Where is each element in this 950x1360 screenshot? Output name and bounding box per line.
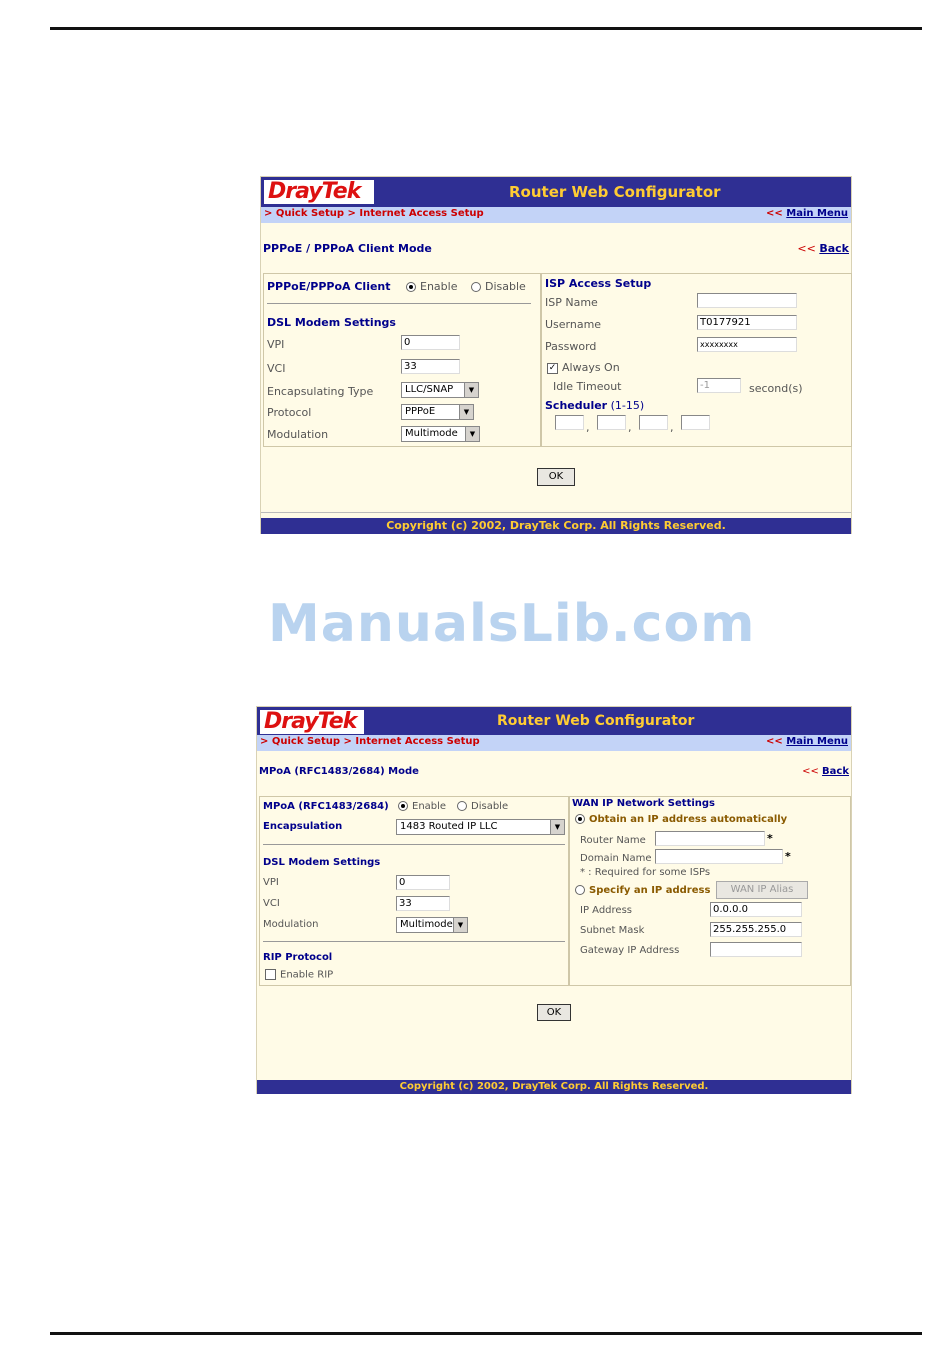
isp-name-input[interactable] <box>697 293 797 308</box>
required-note: * : Required for some ISPs <box>580 867 711 878</box>
header-bar <box>261 177 851 207</box>
scheduler-input-4[interactable] <box>681 415 710 430</box>
vpi-input[interactable]: 0 <box>396 875 450 890</box>
enable-label: Enable <box>412 801 447 812</box>
specify-ip-radio[interactable] <box>575 885 710 896</box>
scheduler-label: Scheduler <box>545 399 608 412</box>
app-title: Router Web Configurator <box>497 713 695 729</box>
obtain-auto-label: Obtain an IP address automatically <box>589 814 788 825</box>
main-menu-link[interactable]: Main Menu <box>786 736 848 747</box>
client-disable-radio[interactable] <box>471 280 526 293</box>
modulation-value: Multimode <box>405 428 458 439</box>
vci-input[interactable]: 33 <box>401 359 460 374</box>
radio-on-icon <box>398 801 408 811</box>
divider <box>267 303 531 304</box>
router-name-label: Router Name <box>580 835 646 846</box>
vpi-label: VPI <box>267 338 285 351</box>
rip-protocol-title: RIP Protocol <box>263 952 333 963</box>
main-menu-link[interactable]: Main Menu <box>786 208 848 219</box>
protocol-select[interactable] <box>401 404 474 420</box>
comma-separator: , <box>670 421 674 434</box>
bottom-rule <box>50 1332 922 1335</box>
radio-off-icon <box>457 801 467 811</box>
required-asterisk: * <box>785 850 791 863</box>
copyright-footer: Copyright (c) 2002, DrayTek Corp. All Rights Reserved. <box>261 518 851 534</box>
chevron-down-icon: ▼ <box>550 820 564 834</box>
chevron-down-icon: ▼ <box>459 405 473 419</box>
enable-rip-label: Enable RIP <box>280 969 334 981</box>
mode-title: PPPoE / PPPoA Client Mode <box>263 242 432 255</box>
ip-address-label: IP Address <box>580 905 632 916</box>
vpi-input[interactable]: 0 <box>401 335 460 350</box>
enable-rip-checkbox[interactable] <box>265 969 333 981</box>
idle-timeout-label: Idle Timeout <box>553 380 622 393</box>
dsl-modem-title: DSL Modem Settings <box>267 316 396 329</box>
enable-label: Enable <box>420 280 458 293</box>
ok-button[interactable]: OK <box>537 468 575 486</box>
scheduler-input-1[interactable] <box>555 415 584 430</box>
modulation-value: Multimode <box>400 919 453 930</box>
client-enable-radio[interactable] <box>406 280 457 293</box>
gateway-label: Gateway IP Address <box>580 945 680 956</box>
disable-label: Disable <box>485 280 526 293</box>
divider <box>263 844 565 845</box>
top-rule <box>50 27 922 30</box>
chevron-down-icon: ▼ <box>453 918 467 932</box>
breadcrumb-bar <box>257 735 851 751</box>
modulation-select[interactable] <box>396 917 468 933</box>
main-menu-nav <box>766 736 848 747</box>
radio-on-icon <box>406 282 416 292</box>
encapsulation-label: Encapsulation <box>263 821 343 832</box>
dsl-modem-title: DSL Modem Settings <box>263 857 381 868</box>
required-asterisk: * <box>767 832 773 845</box>
vci-label: VCI <box>263 898 280 909</box>
breadcrumb: > Quick Setup > Internet Access Setup <box>264 208 484 219</box>
radio-on-icon <box>575 814 585 824</box>
idle-timeout-input[interactable]: -1 <box>697 378 741 393</box>
password-input[interactable]: xxxxxxxx <box>697 337 797 352</box>
ok-button[interactable]: OK <box>537 1004 571 1021</box>
checkmark-icon: ✓ <box>548 362 557 373</box>
subnet-mask-input[interactable]: 255.255.255.0 <box>710 922 802 937</box>
scheduler-title <box>545 399 644 412</box>
main-menu-nav <box>766 208 848 219</box>
comma-separator: , <box>628 421 632 434</box>
pppoe-panel <box>260 176 852 534</box>
copyright-footer: Copyright (c) 2002, DrayTek Corp. All Rights Reserved. <box>257 1080 851 1094</box>
mode-title: MPoA (RFC1483/2684) Mode <box>259 766 419 777</box>
protocol-label: Protocol <box>267 406 312 419</box>
watermark: ManualsLib.com <box>268 594 756 654</box>
username-label: Username <box>545 318 602 331</box>
router-name-input[interactable] <box>655 831 765 846</box>
scheduler-input-3[interactable] <box>639 415 668 430</box>
encapsulation-value: 1483 Routed IP LLC <box>400 821 498 832</box>
always-on-label: Always On <box>562 361 620 374</box>
obtain-auto-radio[interactable] <box>575 814 787 825</box>
modulation-label: Modulation <box>267 428 329 441</box>
isp-access-title: ISP Access Setup <box>545 277 652 290</box>
mpoa-panel <box>256 706 852 1094</box>
divider <box>263 941 565 942</box>
back-prefix: << <box>802 766 819 777</box>
vpi-label: VPI <box>263 877 279 888</box>
main-menu-prefix: << <box>766 208 783 219</box>
vci-label: VCI <box>267 362 286 375</box>
header-bar <box>257 707 851 735</box>
encap-type-value: LLC/SNAP <box>405 384 454 395</box>
encap-type-select[interactable] <box>401 382 479 398</box>
protocol-value: PPPoE <box>405 406 436 417</box>
subnet-mask-label: Subnet Mask <box>580 925 645 936</box>
main-menu-prefix: << <box>766 736 783 747</box>
modulation-select[interactable] <box>401 426 480 442</box>
encapsulation-select[interactable] <box>396 819 565 835</box>
pppoe-client-label: PPPoE/PPPoA Client <box>267 280 391 293</box>
draytek-logo: DrayTek <box>259 709 365 735</box>
chevron-down-icon: ▼ <box>465 427 479 441</box>
ip-address-input[interactable]: 0.0.0.0 <box>710 902 802 917</box>
domain-name-label: Domain Name <box>580 853 652 864</box>
mpoa-disable-radio[interactable] <box>457 801 508 812</box>
app-title: Router Web Configurator <box>509 183 721 201</box>
breadcrumb: > Quick Setup > Internet Access Setup <box>260 736 480 747</box>
mpoa-label: MPoA (RFC1483/2684) <box>263 801 389 812</box>
radio-off-icon <box>575 885 585 895</box>
disable-label: Disable <box>471 801 509 812</box>
always-on-checkbox[interactable] <box>547 361 620 374</box>
idle-timeout-unit: second(s) <box>749 382 803 395</box>
modulation-label: Modulation <box>263 919 319 930</box>
specify-ip-label: Specify an IP address <box>589 885 711 896</box>
password-label: Password <box>545 340 597 353</box>
back-link[interactable]: Back <box>819 242 849 255</box>
isp-name-label: ISP Name <box>545 296 598 309</box>
domain-name-input[interactable] <box>655 849 783 864</box>
username-input[interactable]: T0177921 <box>697 315 797 330</box>
encap-type-label: Encapsulating Type <box>267 385 374 398</box>
footer-divider <box>261 512 851 513</box>
back-nav <box>802 766 849 777</box>
comma-separator: , <box>586 421 590 434</box>
gateway-input[interactable] <box>710 942 802 957</box>
vci-input[interactable]: 33 <box>396 896 450 911</box>
breadcrumb-bar <box>261 207 851 223</box>
wan-ip-title: WAN IP Network Settings <box>572 798 716 809</box>
wan-ip-alias-button[interactable]: WAN IP Alias <box>716 881 808 899</box>
back-prefix: << <box>797 242 816 255</box>
back-link[interactable]: Back <box>822 766 849 777</box>
chevron-down-icon: ▼ <box>464 383 478 397</box>
mpoa-enable-radio[interactable] <box>398 801 446 812</box>
back-nav <box>797 242 849 255</box>
scheduler-range: (1-15) <box>610 399 645 412</box>
checkbox-icon <box>265 969 276 980</box>
scheduler-input-2[interactable] <box>597 415 626 430</box>
draytek-logo: DrayTek <box>263 179 375 205</box>
radio-off-icon <box>471 282 481 292</box>
